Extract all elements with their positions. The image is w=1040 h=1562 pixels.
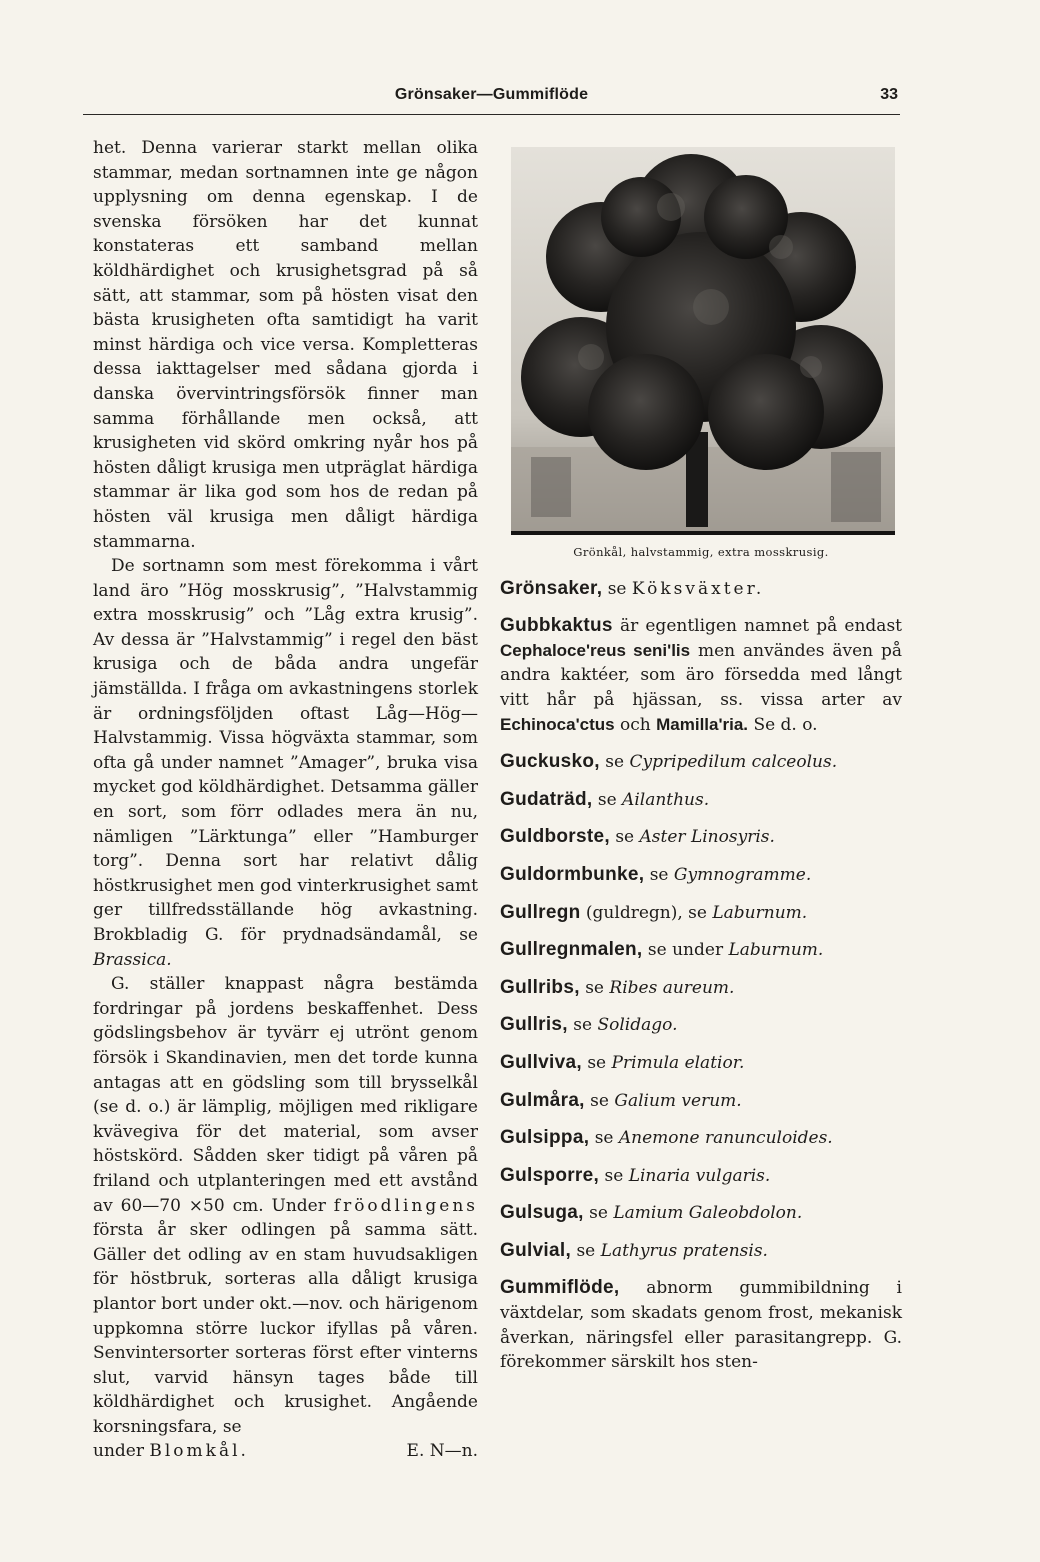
left-column: [93, 136, 478, 1464]
entry-headword: Gullribs,: [500, 976, 580, 998]
entry-headword: Gullviva,: [500, 1051, 582, 1073]
entry-text: se: [594, 1128, 614, 1149]
entry-headword: Gulsporre,: [500, 1164, 600, 1186]
entry-gullregnmalen: [500, 938, 902, 963]
entry-text: se: [605, 752, 625, 773]
entry-gubbkaktus: [500, 614, 902, 737]
entry-text: se: [597, 789, 617, 810]
entry-text: se: [590, 1090, 609, 1111]
entry-crossref: Primula elatior.: [611, 1052, 745, 1073]
paragraph-3: [93, 972, 478, 1439]
running-header: [83, 84, 900, 115]
paragraph-3-last-line: [93, 1439, 478, 1464]
paragraph-1: het. Denna varierar starkt mellan olika stammar, medan sortnamnen inte ge någon upplysning om denna egenskap. I de svenska försöken har det kunnat konstateras ett samband mellan köldhärdighet och krusighetsgrad på så sätt, att stammar, som på hösten visat den bästa krusigheten ofta samtidigt ha varit minst härdiga och vice versa. Kompletteras dessa iakttagelser med sådana gjorda i danska övervintringsförsök finner man samma förhållande men också, att krusigheten vid skörd omkring nyår hos på hösten dåligt krusiga men utpräglat härdiga stammar är lika god som hos de redan på hösten väl krusiga men dåligt härdiga stammarna.: [93, 138, 478, 552]
entry-headword: Guckusko,: [500, 751, 600, 773]
entry-text: se: [607, 578, 627, 599]
entry-text: se: [576, 1240, 596, 1261]
paragraph-2: [93, 554, 478, 972]
entry-crossref: Solidago.: [597, 1015, 678, 1036]
paragraph-3-emphasis: fröodlingens: [333, 1195, 478, 1216]
entry-headword: Gullregnmalen,: [500, 939, 643, 961]
entry-text: och: [619, 714, 651, 735]
entry-gulsuga: [500, 1201, 902, 1226]
entry-crossref: Lathyrus pratensis.: [600, 1240, 768, 1261]
entry-crossref: Ailanthus.: [622, 789, 710, 810]
entry-crossref: Galium verum.: [614, 1090, 742, 1111]
entry-gullviva: [500, 1051, 902, 1076]
entry-crossref: Aster Linosyris.: [639, 827, 775, 848]
entry-headword: Gummiflöde,: [500, 1277, 620, 1299]
entry-headword: Guldborste,: [500, 826, 610, 848]
entry-text: se: [649, 864, 669, 885]
entry-headword: Gulsuga,: [500, 1202, 584, 1224]
entry-headword: Gullris,: [500, 1014, 568, 1036]
entry-text: men användes även på andra kaktéer, som äro försedda med långt vitt hår på hjässan, ss. vissa arter av: [500, 640, 903, 710]
entry-headword: Gullregn: [500, 901, 581, 923]
entry-gummiflode: [500, 1276, 902, 1374]
entry-headword: Gubbkaktus: [500, 615, 613, 637]
paragraph-3-under: under: [93, 1441, 144, 1462]
entry-crossref: Lamium Galeobdolon.: [613, 1203, 803, 1224]
entry-guckusko: [500, 750, 902, 775]
entry-text: se: [615, 827, 635, 848]
entry-headword: Gulvial,: [500, 1239, 572, 1261]
entry-gullregn: [500, 901, 902, 926]
entry-crossref: Cypripedilum calceolus.: [629, 752, 838, 773]
kale-photo-illustration: [511, 147, 895, 531]
entry-gulmara: [500, 1089, 902, 1114]
entry-crossref: Ribes aureum.: [609, 977, 735, 998]
entry-text: se: [573, 1015, 593, 1036]
entry-text: är egentligen namnet på endast: [619, 616, 903, 637]
entry-headword: Guldormbunke,: [500, 863, 645, 885]
entry-text: se: [589, 1203, 608, 1224]
entry-headword: Grönsaker,: [500, 577, 603, 599]
entry-bold-term: Mamilla'ria.: [656, 714, 749, 734]
entry-text: Se d. o.: [753, 714, 818, 735]
entry-headword: Gulmåra,: [500, 1089, 585, 1111]
entry-gulsporre: [500, 1164, 902, 1189]
entry-headword: Gulsippa,: [500, 1127, 590, 1149]
entry-text: (guldregn), se: [585, 902, 707, 923]
entry-gullris: [500, 1013, 902, 1038]
figure-caption: Grönkål, halvstammig, extra mosskrusig.: [573, 545, 829, 559]
entry-gudatrad: [500, 788, 902, 813]
entry-crossref: Gymnogramme.: [673, 864, 812, 885]
entry-text: se: [587, 1052, 607, 1073]
entry-bold-term: Echinoca'ctus: [500, 714, 615, 734]
paragraph-2-text: De sortnamn som mest förekomma i vårt land äro ”Hög mosskrusig”, ”Halvstammig extra mosskrusig” och ”Låg extra krusig”. Av dessa är ”Halvstammig” i regel den bäst krusiga och de båda andra ungefär jämställda. I fråga om avkastningens storlek är ordningsföljden oftast Låg—Hög—Halvstammig. Vissa högväxta stammar, som ofta gå under namnet ”Amager”, bruka visa mycket god köldhärdighet. Detsamma gäller en sort, som förr odlades mera än nu, nämligen ”Lärktunga” eller ”Hamburger torg”. Denna sort har relativt dålig höstkrusighet men god vinterkrusighet samt ger tillfredsställande hög avkastning. Brokbladig G. för prydnadsändamål, se: [93, 556, 478, 945]
entry-crossref: Linaria vulgaris.: [628, 1165, 771, 1186]
paragraph-3-text-b: första år sker odlingen på samma sätt. Gäller det odling av en stam huvudsakligen för höstbruk, sorteras alla dåligt krusiga plantor bort under okt.—nov. och härigenom uppkomna större luckor ifyllas på våren. Senvintersorter sorteras först efter vinterns slut, varvid hänsyn tages både till köldhärdighet och krusighet. Angående korsningsfara, se: [93, 1220, 478, 1437]
entry-text: se under: [647, 940, 724, 961]
running-title: Grönsaker—Gummiflöde: [394, 86, 589, 103]
entry-gronsaker: [500, 577, 902, 602]
entry-text: se: [585, 977, 604, 998]
entry-gullribs: [500, 976, 902, 1001]
entry-gulvial: [500, 1239, 902, 1264]
entry-crossref: Laburnum.: [712, 902, 808, 923]
entry-text: se: [604, 1165, 624, 1186]
entry-crossref: Anemone ranunculoides.: [618, 1128, 833, 1149]
kale-photograph: [511, 147, 895, 535]
entry-headword: Gudaträd,: [500, 788, 593, 810]
entry-guldborste: [500, 825, 902, 850]
page-number: 33: [880, 86, 898, 103]
paragraph-3-text-a: G. ställer knappast några bestämda fordringar på jordens beskaffenhet. Dess gödslingsbehov är tyvärr ej utrönt genom försök i Skandinavien, men det torde kunna antagas att en gödsling som till brysselkål (se d. o.) är lämplig, möjligen med rikligare kvävegiva för det material, som avser höstskörd. Sådden sker tidigt på våren på friland och utplanteringen med ett avstånd av 60—70 ×50 cm. Under: [93, 974, 478, 1216]
paragraph-3-crossref: Blomkål.: [149, 1441, 249, 1462]
entry-crossref: Köksväxter.: [631, 578, 765, 599]
author-signature: E. N—n.: [406, 1441, 478, 1462]
entry-guldormbunke: [500, 863, 902, 888]
entry-bold-term: Cephaloce'reus seni'lis: [500, 640, 691, 660]
entry-text: abnorm gummibildning i växtdelar, som skadats genom frost, mekanisk åverkan, näringsfel eller parasitangrepp. G. förekommer särskilt hos sten-: [500, 1278, 902, 1373]
entry-gulsippa: [500, 1126, 902, 1151]
paragraph-2-ref: Brassica.: [93, 949, 172, 970]
entry-crossref: Laburnum.: [728, 940, 824, 961]
right-column: [500, 540, 902, 1375]
